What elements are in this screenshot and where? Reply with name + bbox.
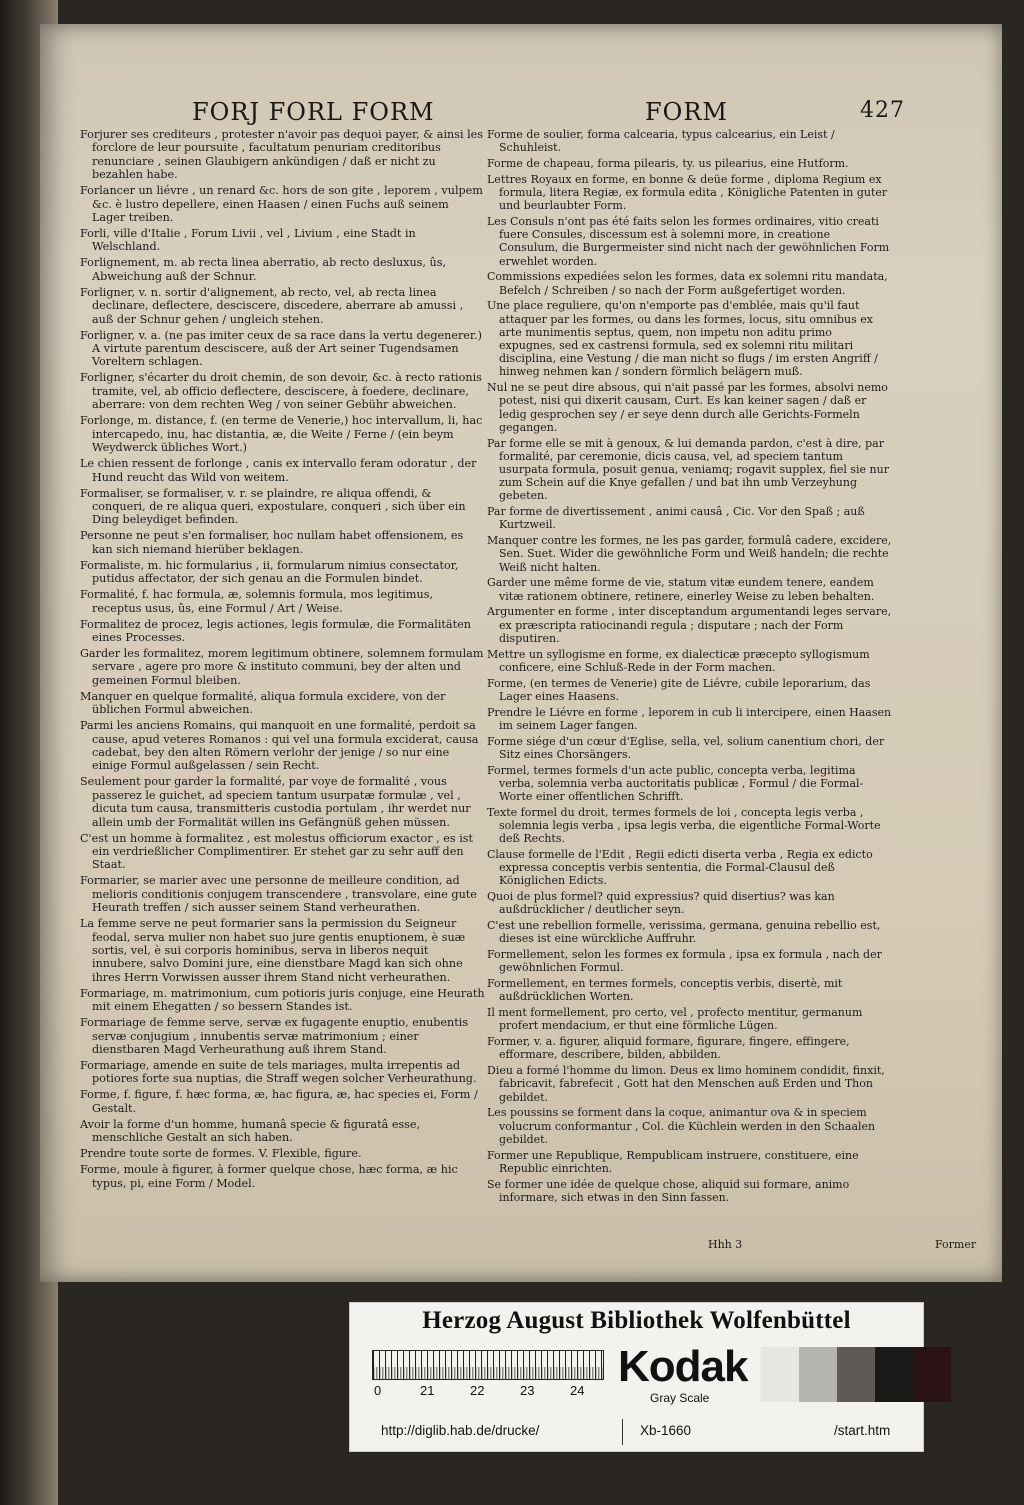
dictionary-entry: Commissions expediées selon les formes, data ex solemni ritu mandata, Befelch / Schreiben / so nach der Form außgefertiget worden.	[487, 270, 888, 297]
dictionary-entry: Forlignement, m. ab recta linea aberratio, ab recto desluxus, ûs, Abweichung auß der Schnur.	[80, 256, 447, 283]
dictionary-entry: Manquer en quelque formalité, aliqua formula excidere, von der üblichen Formul abweichen.	[80, 689, 446, 717]
left-text-column	[80, 128, 485, 1193]
dictionary-entry: Lettres Royaux en forme, en bonne & deüe forme , diploma Regium ex formula, litera Regiæ, ex formula edita , Königliche Patenten in guter und beurlaubter Form.	[487, 172, 888, 213]
dictionary-entry: Mettre un syllogisme en forme, ex dialecticæ præcepto syllogismum conficere, eine Schluß-Rede in der Form machen.	[487, 647, 870, 674]
dictionary-entry: Forligner, v. a. (ne pas imiter ceux de sa race dans la vertu degenerer.) A virtute parentum desciscere, auß der Art seiner Tugendsamen Voreltern schlagen.	[80, 328, 482, 369]
dictionary-entry: Une place reguliere, qu'on n'emporte pas d'emblée, mais qu'il faut attaquer par les formes, ou dans les formes, locus, situ omnibus ex arte munimentis septus, quem, non impetu non aditu primo expugnes, sed ex castrensi formula, sed ex solemni ritu militari disciplina, eine Vestung / die man nicht so flugs / im ersten Angriff / hinweg nehmen kan / sondern förmlich belägern muß.	[487, 299, 878, 379]
dictionary-entry: Formarier, se marier avec une personne de meilleure condition, ad melioris conditionis conjugem transcendere , transvolare, eine gute Heurath treffen / sich ausser seinem Stand verheurathen.	[80, 874, 477, 915]
dictionary-entry: Garder une même forme de vie, statum vitæ eundem tenere, eandem vitæ rationem obtinere, retinere, einerley Weise zu leben behalten.	[487, 576, 875, 603]
dictionary-entry: Garder les formalitez, morem legitimum obtinere, solemnem formulam servare , agere pro more & instituto communi, bey der alten und gemeinen Formul bleiben.	[80, 646, 484, 687]
dictionary-entry: Formariage de femme serve, servæ ex fugagente enuptio, enubentis servæ conjugium , innubentis servæ matrimonium ; einer dienstbaren Magd Verheurathung auß ihrem Stand.	[80, 1016, 469, 1057]
dictionary-entry: Formel, termes formels d'un acte public, concepta verba, legitima verba, solemnia verba auctoritatis publicæ , Formul / die Formal-Worte einer offentlichen Schrifft.	[487, 763, 864, 804]
ruler-label: 0	[374, 1383, 382, 1398]
url-suffix: /start.htm	[834, 1423, 891, 1438]
dictionary-entry: Formellement, en termes formels, conceptis verbis, disertè, mit außdrücklichen Worten.	[487, 977, 843, 1004]
dictionary-entry: La femme serve ne peut formarier sans la permission du Seigneur feodal, serva mulier non habet suo jure gentis enuptionem, è suæ sortis, vel, è sui corporis hominibus, serva in liberos nequit innubere, salvo Domini jure, eine dienstbare Magd kan sich ohne ihres Herrn Vorwissen ausser ihrem Stand nicht verheurathen.	[80, 917, 466, 984]
ruler-label: 21	[420, 1383, 435, 1398]
ruler-labels	[372, 1383, 602, 1399]
dictionary-entry: C'est une rebellion formelle, verissima, germana, genuina rebellio est, dieses ist eine würckliche Auffruhr.	[487, 919, 881, 946]
dictionary-entry: Personne ne peut s'en formaliser, hoc nullam habet offensionem, es kan sich niemand hierüber beklagen.	[80, 529, 464, 556]
dictionary-entry: Forme siége d'un cœur d'Eglise, sella, vel, solium canentium chori, der Sitz eines Chorsängers.	[487, 734, 885, 761]
dictionary-entry: Argumenter en forme , inter disceptandum argumentandi leges servare, ex præscripta ratiocinandi regula ; disputare ; nach der Form disputiren.	[487, 605, 892, 645]
dictionary-entry: Prendre toute sorte de formes. V. Flexible, figure.	[80, 1147, 362, 1161]
url-base: http://diglib.hab.de/drucke/	[381, 1423, 540, 1438]
url-bar	[350, 1415, 923, 1445]
dictionary-entry: Formaliste, m. hic formularius , ii, formularum nimius consectator, putidus affectator, der sich genau an die Formulen bindet.	[80, 558, 459, 586]
dictionary-entry: Formariage, m. matrimonium, cum potioris juris conjuge, eine Heurath mit einem Ehegatten / so bessern Standes ist.	[80, 986, 485, 1014]
ruler-label: 22	[470, 1383, 485, 1398]
right-text-column	[487, 128, 892, 1207]
dictionary-entry: Texte formel du droit, termes formels de loi , concepta legis verba , solemnia legis verba , ipsa legis verba, die eigentliche Formal-Worte deß Rechts.	[487, 805, 881, 846]
url-divider	[622, 1419, 623, 1445]
ruler-label: 23	[520, 1383, 535, 1398]
dictionary-entry: Il ment formellement, pro certo, vel , profecto mentitur, germanum profert mendacium, er thut eine förmliche Lügen.	[487, 1006, 863, 1033]
dictionary-entry: Parmi les anciens Romains, qui manquoit en une formalité, perdoit sa cause, apud veteres Romanos : qui vel una formula exciderat, causa cadebat, bey den alten Römern verlohr der jenige / so nur eine einige Formul außgelassen / sein Recht.	[80, 719, 479, 773]
dictionary-entry: Les Consuls n'ont pas été faits selon les formes ordinaires, vitio creati fuere Consules, discessum est à solemni more, in creatione Consulum, die Burgermeister sind nicht nach der gewöhnlichen Form erwehlet worden.	[487, 215, 890, 268]
dictionary-entry: Manquer contre les formes, ne les pas garder, formulâ cadere, excidere, Sen. Suet. Wider die gewöhnliche Form und Weiß handeln; die rechte Weiß nicht halten.	[487, 534, 892, 574]
header-right: FORM	[645, 98, 728, 126]
dictionary-entry: Forme, f. figure, f. hæc forma, æ, hac figura, æ, hac species ei, Form / Gestalt.	[80, 1088, 478, 1115]
dictionary-entry: Forligner, v. n. sortir d'alignement, ab recto, vel, ab recta linea declinare, deflectere, desciscere, discedere, aberrare ab amussi , auß der Schnur gehen / ungleich stehen.	[80, 285, 464, 326]
gray-swatch	[837, 1347, 875, 1402]
dictionary-entry: Forme, (en termes de Venerie) gite de Liévre, cubile leporarium, das Lager eines Haasens.	[487, 676, 871, 703]
dictionary-entry: Forli, ville d'Italie , Forum Livii , vel , Livium , eine Stadt in Welschland.	[80, 227, 416, 254]
dictionary-entry: Forjurer ses crediteurs , protester n'avoir pas dequoi payer, & ainsi les forclore de leur poursuite , facultatum penuriam creditoribus renunciare , seinen Glaubigern ankündigen / daß er nicht zu bezahlen habe.	[80, 128, 484, 182]
gray-swatch	[761, 1347, 799, 1402]
printer-signature: Hhh 3	[708, 1238, 743, 1251]
kodak-logo: Kodak	[618, 1342, 748, 1391]
gray-swatch	[913, 1347, 951, 1402]
dictionary-entry: Forme de chapeau, forma pilearis, ty. us pilearius, eine Hutform.	[487, 157, 849, 170]
dictionary-entry: Seulement pour garder la formalité, par voye de formalité , vous passerez le guichet, ad speciem tantum usurpatæ formulæ , vel , dicuta tum causa, transmitteris custodia portulam , ihr werdet nur allein umb der Formalität willen ins Gefängnüß gehen müssen.	[80, 775, 471, 829]
dictionary-entry: Formalité, f. hac formula, æ, solemnis formula, mos legitimus, receptus usus, ûs, eine Formul / Art / Weise.	[80, 588, 434, 615]
dictionary-entry: Forme, moule à figurer, à former quelque chose, hæc forma, æ hic typus, pi, eine Form / Model.	[80, 1163, 458, 1190]
dictionary-entry: Quoi de plus formel? quid expressius? quid disertius? was kan außdrücklicher / deutlicher seyn.	[487, 890, 835, 917]
dictionary-entry: Formariage, amende en suite de tels mariages, multa irrepentis ad potiores forte sua nuptias, die Straff wegen solcher Verheurathung.	[80, 1059, 477, 1086]
dictionary-entry: Former une Republique, Rempublicam instruere, constituere, eine Republic einrichten.	[487, 1148, 859, 1175]
dictionary-entry: Forlancer un liévre , un renard &c. hors de son gite , leporem , vulpem &c. è lustro depellere, einen Haasen / einen Fuchs auß seinem Lager treiben.	[80, 184, 483, 225]
dictionary-entry: Formellement, selon les formes ex formula , ipsa ex formula , nach der gewöhnlichen Formul.	[487, 948, 882, 975]
dictionary-entry: Par forme de divertissement , animi causâ , Cic. Vor den Spaß ; auß Kurtzweil.	[487, 505, 865, 532]
dictionary-entry: Par forme elle se mit à genoux, & lui demanda pardon, c'est à dire, par formalité, par ceremonie, dicis causa, vel, ad speciem tantum usurpata formula, posuit genua, veniamq; rogavit supplex, fiel sie nur zum Schein auf die Knye gefallen / und bat ihn umb Verzeyhung gebeten.	[487, 436, 889, 503]
dictionary-entry: Nul ne se peut dire absous, qui n'ait passé par les formes, absolvi nemo potest, nisi qui dixerit causam, Curt. Es kan keiner sagen / daß er ledig gesprochen sey / er seye denn durch alle Gerichts-Formeln gegangen.	[487, 381, 888, 434]
library-name: Herzog August Bibliothek Wolfenbüttel	[422, 1307, 851, 1334]
gray-scale-swatches	[761, 1347, 951, 1402]
dictionary-entry: Le chien ressent de forlonge , canis ex intervallo feram odoratur , der Hund reucht das Wild von weitem.	[80, 457, 477, 484]
dictionary-entry: Se former une idée de quelque chose, aliquid sui formare, animo informare, sich etwas in den Sinn fassen.	[487, 1177, 850, 1204]
dictionary-entry: C'est un homme à formalitez , est molestus officiorum exactor , es ist ein verdrießlicher Complimentirer. Er stehet gar zu sehr auff den Staat.	[80, 831, 474, 872]
dictionary-entry: Avoir la forme d'un homme, humanâ specie & figuratâ esse, menschliche Gestalt an sich haben.	[80, 1117, 421, 1145]
dictionary-entry: Clause formelle de l'Edit , Regii edicti diserta verba , Regia ex edicto expressa conceptis verbis sententia, die Formal-Clausul deß Königlichen Edicts.	[487, 848, 873, 888]
dictionary-entry: Formalitez de procez, legis actiones, legis formulæ, die Formalitäten eines Processes.	[80, 617, 471, 644]
dictionary-entry: Dieu a formé l'homme du limon. Deus ex limo hominem condidit, finxit, fabricavit, fabrefecit , Gott hat den Menschen auß Erden und Thon gebildet.	[487, 1064, 885, 1104]
ruler-label: 24	[570, 1383, 585, 1398]
dictionary-entry: Forme de soulier, forma calcearia, typus calcearius, ein Leist / Schuhleist.	[487, 128, 835, 155]
library-target-card	[349, 1302, 924, 1452]
gray-scale-label: Gray Scale	[650, 1391, 710, 1405]
scale-ruler	[372, 1350, 604, 1380]
dictionary-entry: Prendre le Liévre en forme , leporem in cub li intercipere, einen Haasen im seinem Lager fangen.	[487, 705, 892, 732]
header-left: FORJ FORL FORM	[192, 98, 435, 126]
gray-swatch	[799, 1347, 837, 1402]
dictionary-entry: Formaliser, se formaliser, v. r. se plaindre, re aliqua offendi, & conqueri, de re aliqua queri, expostulare, conqueri , sich über ein Ding beleydiget befinden.	[80, 486, 466, 527]
dictionary-entry: Les poussins se forment dans la coque, animantur ova & in speciem volucrum conformantur , Col. die Küchlein werden in den Schaalen gebildet.	[487, 1106, 876, 1146]
dictionary-entry: Forlonge, m. distance, f. (en terme de Venerie,) hoc intervallum, li, hac intercapedo, inu, hac distantia, æ, die Weite / Ferne / (ein beym Weydwerck übliches Wort.)	[80, 414, 483, 455]
page-number: 427	[860, 98, 905, 123]
dictionary-entry: Forligner, s'écarter du droit chemin, de son devoir, &c. à recto rationis tramite, vel, ab officio deflectere, desciscere, à foedere, declinare, aberrare: von dem rechten Weg / von seiner Gebühr abweichen.	[80, 371, 482, 412]
gray-swatch	[875, 1347, 913, 1402]
shelfmark: Xb-1660	[640, 1423, 692, 1438]
catchword: Former	[935, 1238, 977, 1251]
dictionary-entry: Former, v. a. figurer, aliquid formare, figurare, fingere, effingere, efformare, describere, bilden, abbilden.	[487, 1035, 850, 1062]
